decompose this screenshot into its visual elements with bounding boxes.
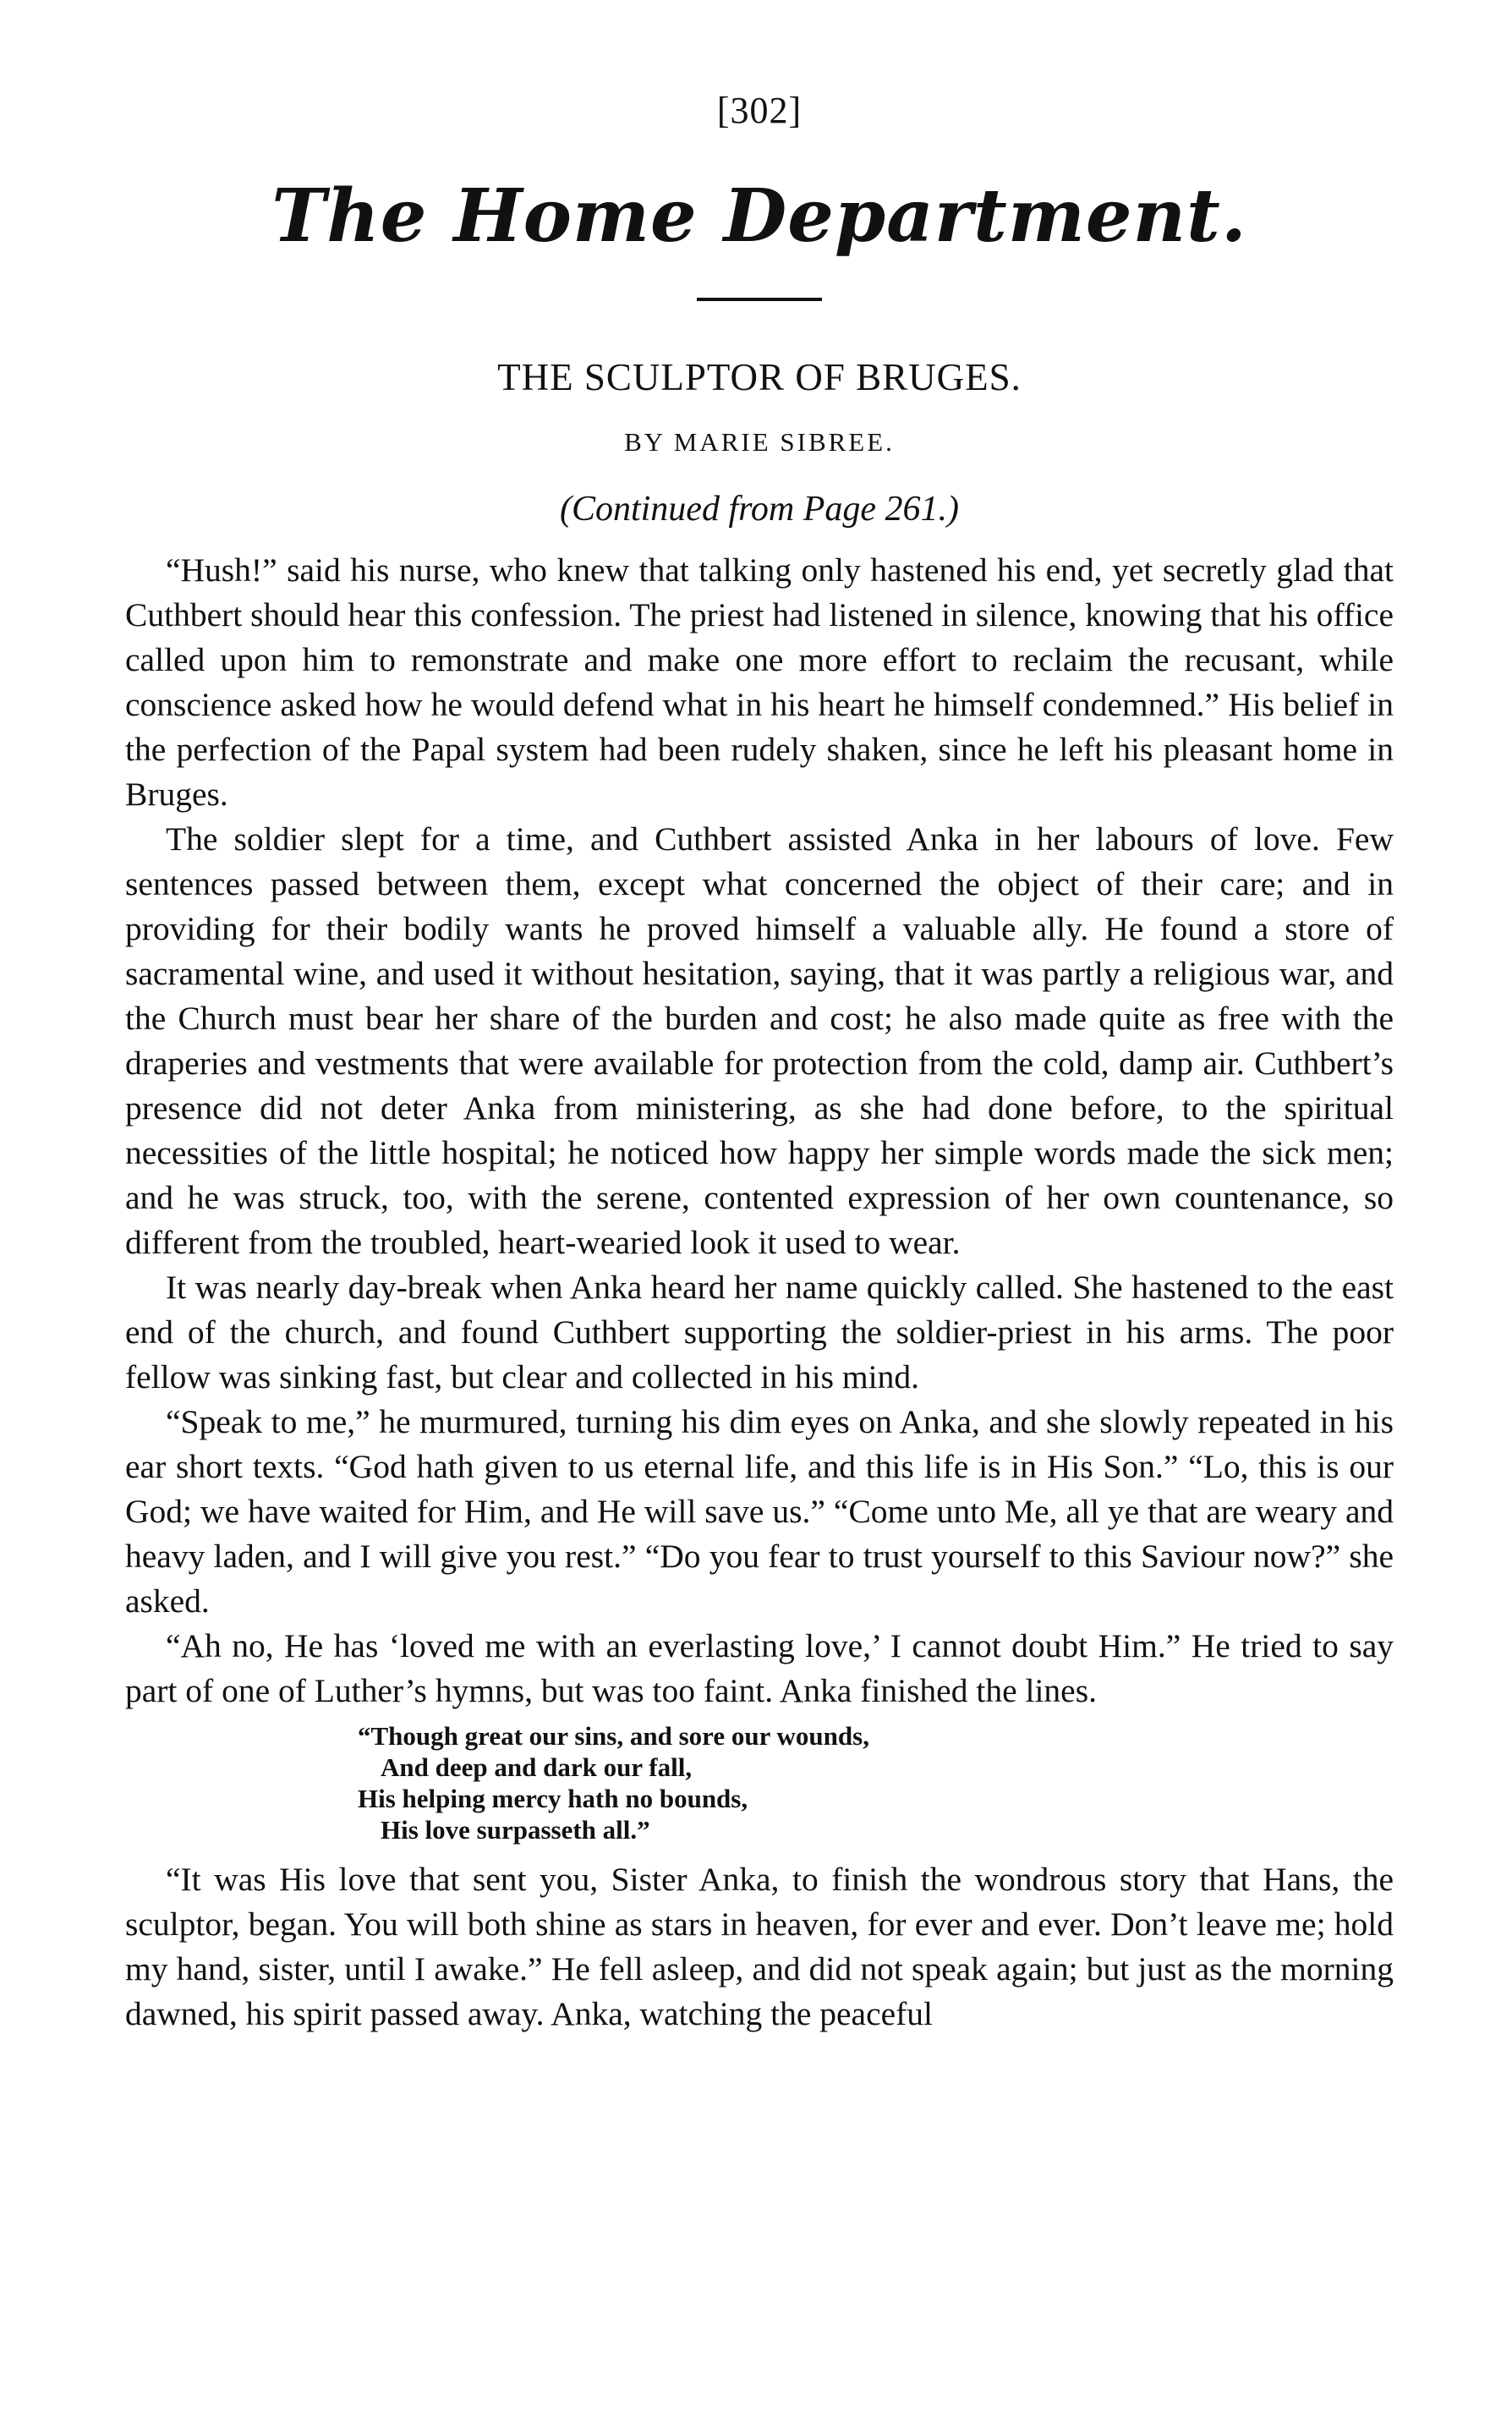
page-number: [302] [716,90,803,131]
paragraph: “Ah no, He has ‘loved me with an everlasting love,’ I cannot doubt Him.” He tried to say part of one of Luther’s hymns, but was too faint. Anka finished the lines. [125,1627,1394,1709]
paragraph: “It was His love that sent you, Sister Anka, to finish the wondrous story that Hans, the sculptor, began. You will both shine as stars in heaven, for ever and ever. Don’t leave me; hold my hand, sister, until I awake.” He fell asleep, and did not speak again; but just as the morning dawned, his spirit passed away. Anka, watching the peaceful [125,1861,1394,2032]
poem-line: His helping mercy hath no bounds, [358,1784,748,1813]
section-title: The Home Department. [271,173,1247,259]
paragraph: It was nearly day-break when Anka heard her name quickly called. She hastened to the east end of the church, and found Cuthbert supporting the soldier-priest in his arms. The poor fellow was sinking fast, but clear and collected in his mind. [125,1269,1394,1395]
article-title: THE SCULPTOR OF BRUGES. [497,356,1022,398]
paragraph: “Hush!” said his nurse, who knew that talking only hastened his end, yet secretly glad that Cuthbert should hear this confession. The priest had listened in silence, knowing that his office called upon him to remonstrate and make one more effort to reclaim the recusant, while conscience asked how he would defend what in his heart he himself condemned.” His belief in the perfection of the Papal system had been rudely shaken, since he left his pleasant home in Bruges. [125,551,1394,813]
paragraph: The soldier slept for a time, and Cuthbert assisted Anka in her labours of love. Few sentences passed between them, except what concerned the object of their care; and in providing for their bodily wants he proved himself a valuable ally. He found a store of sacramental wine, and used it without hesitation, saying, that it was partly a religious war, and the Church must bear her share of the burden and cost; he also made quite as free with the draperies and vestments that were available for protection from the cold, damp air. Cuthbert’s presence did not deter Anka from ministering, as she had done before, to the spiritual necessities of the little hospital; he noticed how happy her simple words made the sick men; and he was struck, too, with the serene, contented expression of her own countenance, so different from the troubled, heart-wearied look it used to wear. [125,820,1394,1261]
hymn-verse [125,1720,1394,1845]
paragraph: “Speak to me,” he murmured, turning his dim eyes on Anka, and she slowly repeated in his ear short texts. “God hath given to us eternal life, and this life is in His Son.” “Lo, this is our God; we have waited for Him, and He will save us.” “Come unto Me, all ye that are weary and heavy laden, and I will give you rest.” “Do you fear to trust yourself to this Saviour now?” she asked. [125,1403,1394,1620]
poem-line: “Though great our sins, and sore our wounds, [358,1721,869,1751]
article-body [125,548,1394,2037]
poem-line: And deep and dark our fall, [381,1752,693,1782]
continued-note: (Continued from Page 261.) [559,490,960,529]
article-byline: BY MARIE SIBREE. [624,427,895,457]
poem-line: His love surpasseth all.” [381,1815,650,1845]
page [125,0,1394,2429]
title-rule [697,298,822,301]
